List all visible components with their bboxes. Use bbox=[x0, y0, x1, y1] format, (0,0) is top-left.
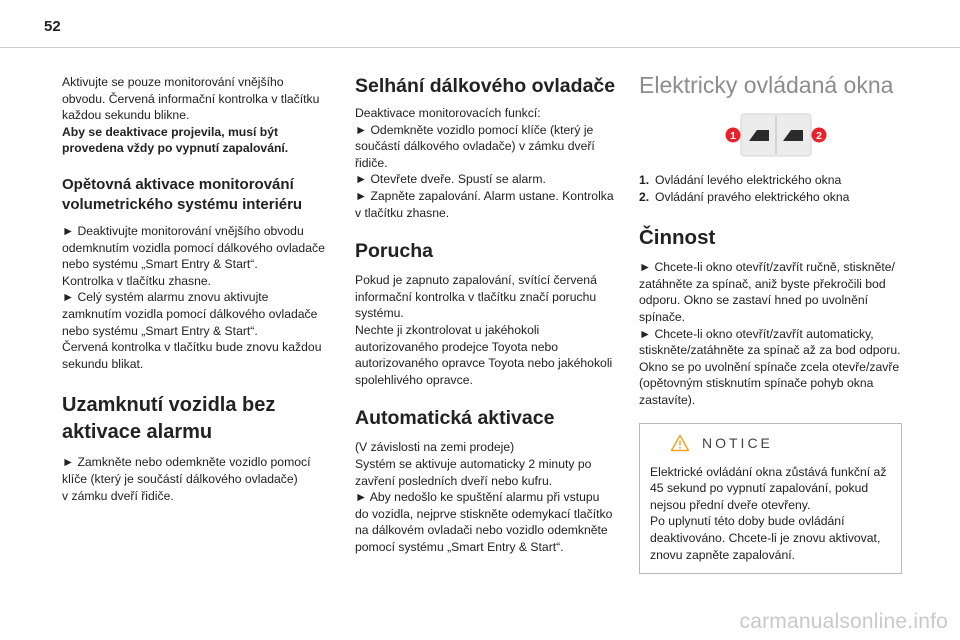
operation-text: ► Chcete-li okno otevřít/zavřít ručně, stiskněte/ zatáhněte za spínač, aniž byste překročili bod odporu. Okno se zastaví hned po uvolnění spínače. ► Chcete-li okno otevřít/zavřít automaticky, stiskněte/zatáhněte za spínač až za bod odporu. Okno se po uvolnění spínače zcela otevře/zavře (opětovným stisknutím spínače pohyb okna zastavíte). bbox=[639, 260, 901, 407]
fault-text: Pokud je zapnuto zapalování, svítící červená informační kontrolka v tlačítku značí poruchu systému. Nechte ji zkontrolovat u jakéhokoli autorizovaného prodejce Toyota nebo autorizovaného opravce Toyota nebo jakéhokoli spolehlivého opravce. bbox=[355, 273, 613, 387]
badge-1: 1 bbox=[729, 130, 736, 142]
heading-remote-failure: Selhání dálkového ovladače bbox=[355, 75, 616, 97]
page-number: 52 bbox=[44, 18, 61, 35]
remote-failure-text: Deaktivace monitorovacích funkcí: ► Odemkněte vozidlo pomocí klíče (který je součástí dálkového ovladače) v zámku dveří řidiče. ► Otevřete dveře. Spustí se alarm. ► Zapněte zapalování. Alarm ustane. Kontrolka v tlačítku zhasne. bbox=[355, 106, 614, 220]
notice-text: Elektrické ovládání okna zůstává funkční až 45 sekund po vypnutí zapalování, pokud nejsou přední dveře otevřeny. Po uplynutí této doby bude ovládání deaktivováno. Chcete-li je znovu aktivovat, znovu zapněte zapalování. bbox=[650, 464, 887, 562]
window-legend-list bbox=[639, 172, 902, 205]
watermark: carmanualsonline.info bbox=[739, 610, 948, 633]
notice-header bbox=[670, 434, 891, 452]
heading-operation: Činnost bbox=[639, 226, 716, 250]
warning-icon bbox=[670, 434, 690, 452]
column-left bbox=[62, 74, 332, 504]
heading-automatic-activation: Automatická aktivace bbox=[355, 407, 555, 430]
intro-paragraph: Aktivujte se pouze monitorování vnějšího obvodu. Červená informační kontrolka v tlačítku každou sekundu blikne. Aby se deaktivace projevila, musí být provedena vždy po vypnutí zapalování. bbox=[62, 75, 320, 156]
list-item: 1. Ovládání levého elektrického okna bbox=[639, 173, 842, 187]
list-item: 2. Ovládání pravého elektrického okna bbox=[639, 189, 850, 204]
heading-power-windows: Elektricky ovládaná okna bbox=[639, 72, 894, 98]
heading-reactivation: Opětovná aktivace monitorování volumetrického systému interiéru bbox=[62, 175, 303, 213]
heading-lock-without-alarm: Uzamknutí vozidla bez aktivace alarmu bbox=[62, 394, 276, 444]
lock-text: ► Zamkněte nebo odemkněte vozidlo pomocí klíče (který je součástí dálkového ovladače) v zámku dveří řidiče. bbox=[62, 455, 311, 503]
column-middle bbox=[355, 74, 620, 555]
automatic-activation-text: (V závislosti na zemi prodeje) Systém se aktivuje automaticky 2 minuty po zavření posledních dveří nebo kufru. ► Aby nedošlo ke spuštění alarmu při vstupu do vozidla, nejprve stiskněte odemykací tlačítko na dálkovém ovladači nebo vozidlo odemkněte pomocí systému „Smart Entry & Start“. bbox=[355, 440, 613, 554]
top-divider bbox=[0, 47, 960, 48]
column-right bbox=[639, 70, 902, 574]
window-switch-icon bbox=[721, 108, 831, 162]
notice-box bbox=[639, 423, 902, 575]
badge-2: 2 bbox=[815, 130, 822, 142]
notice-title: NOTICE bbox=[702, 434, 773, 451]
reactivation-text: ► Deaktivujte monitorování vnějšího obvodu odemknutím vozidla pomocí dálkového ovladače nebo systému „Smart Entry & Start“. Kontrolka v tlačítku zhasne. ► Celý systém alarmu znovu aktivujte zamknutím vozidla pomocí dálkového ovladače nebo systému „Smart Entry & Start“. Červená kontrolka v tlačítku bude znovu každou sekundu blikat. bbox=[62, 223, 325, 371]
heading-fault: Porucha bbox=[355, 240, 434, 263]
window-switches-illustration bbox=[639, 108, 902, 162]
